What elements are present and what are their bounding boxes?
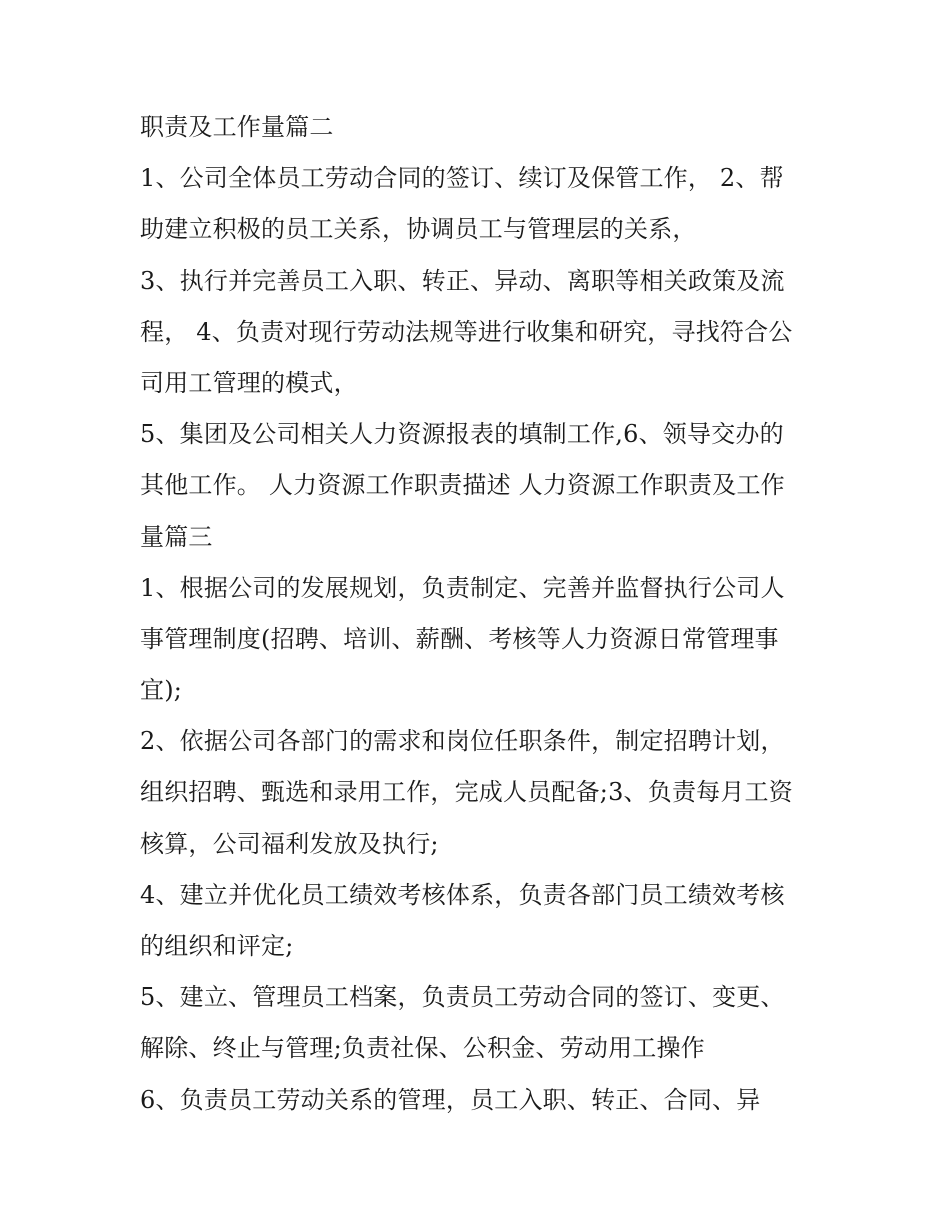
text-line: 5、建立、管理员工档案，负责员工劳动合同的签订、变更、 <box>140 983 785 1012</box>
text-line: 的组织和评定; <box>140 932 294 960</box>
text-line: 6、负责员工劳动关系的管理，员工入职、转正、合同、异 <box>140 1085 761 1114</box>
text-line: 量篇三 <box>140 522 213 551</box>
text-line: 组织招聘、甄选和录用工作，完成人员配备;3、负责每月工资 <box>140 778 793 807</box>
text-line: 2、依据公司各部门的需求和岗位任职条件，制定招聘计划， <box>140 727 785 756</box>
text-line: 3、执行并完善员工入职、转正、异动、离职等相关政策及流 <box>140 266 785 295</box>
text-line: 1、公司全体员工劳动合同的签订、续订及保管工作， 2、帮 <box>140 164 784 193</box>
text-line: 核算，公司福利发放及执行; <box>140 829 439 858</box>
text-line: 解除、终止与管理;负责社保、公积金、劳动用工操作 <box>140 1034 705 1063</box>
text-line: 职责及工作量篇二 <box>140 113 334 141</box>
text-line: 5、集团及公司相关人力资源报表的填制工作,6、领导交办的 <box>140 420 784 449</box>
text-line: 4、建立并优化员工绩效考核体系，负责各部门员工绩效考核 <box>140 880 785 909</box>
text-line: 其他工作。 人力资源工作职责描述 人力资源工作职责及工作 <box>140 471 785 500</box>
text-line: 司用工管理的模式， <box>140 368 358 397</box>
document-body <box>140 102 820 1126</box>
text-line: 程， 4、负责对现行劳动法规等进行收集和研究，寻找符合公 <box>140 317 793 346</box>
text-line: 宜); <box>140 676 183 705</box>
text-line: 1、根据公司的发展规划，负责制定、完善并监督执行公司人 <box>140 573 785 602</box>
text-line: 助建立积极的员工关系，协调员工与管理层的关系， <box>140 215 697 244</box>
text-line: 事管理制度(招聘、培训、薪酬、考核等人力资源日常管理事 <box>140 624 779 653</box>
